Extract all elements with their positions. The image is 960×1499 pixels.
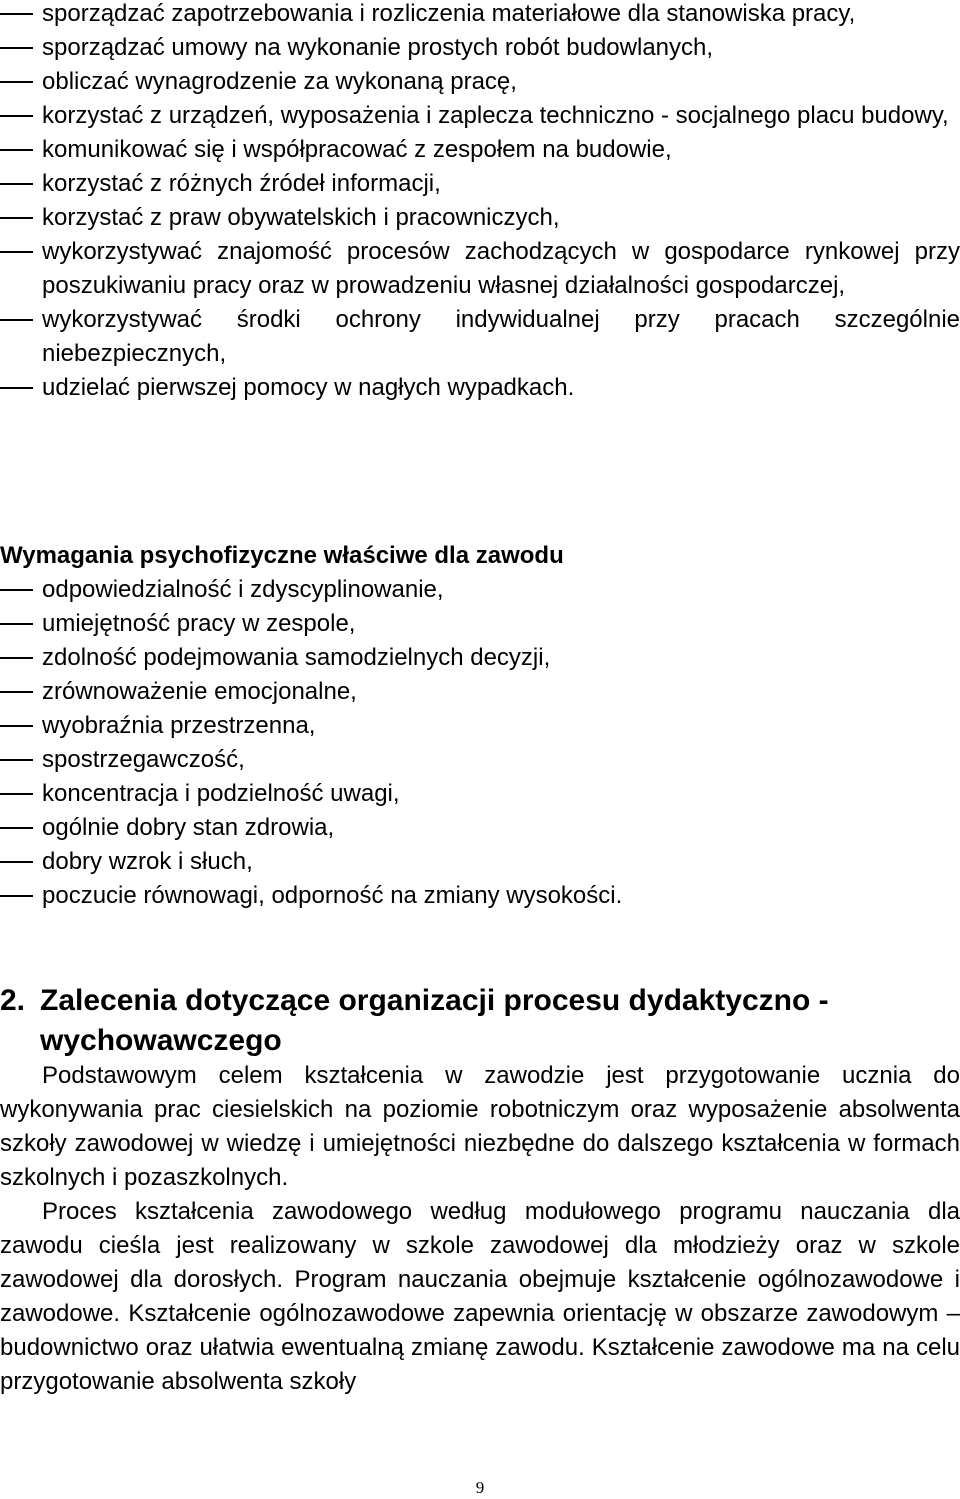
list-item-text: spostrzegawczość,: [42, 746, 245, 773]
list-item-text: zrównoważenie emocjonalne,: [42, 678, 357, 705]
list-item: [0, 99, 960, 133]
chapter-title-line2: wychowawczego: [40, 1024, 282, 1057]
dash-bullet: [0, 793, 33, 795]
dash-bullet: [0, 149, 33, 151]
list-item-text: sporządzać umowy na wykonanie prostych robót budowlanych,: [42, 34, 714, 61]
competencies-list: [0, 0, 960, 405]
body-paragraph-1: Podstawowym celem kształcenia w zawodzie jest przygotowanie ucznia do wykonywania prac ciesielskich na poziomie robotniczym oraz wyposażenie absolwenta szkoły zawodowej w wiedzę i umiejętności niezbędne do dalszego kształcenia w formach szkolnych i pozaszkolnych.: [0, 1062, 960, 1191]
list-item-text: poczucie równowagi, odporność na zmiany wysokości.: [42, 882, 623, 909]
list-item-text: odpowiedzialność i zdyscyplinowanie,: [42, 576, 444, 603]
list-item: [0, 709, 960, 743]
list-item: [0, 641, 960, 675]
list-item: [0, 607, 960, 641]
chapter-heading: [0, 981, 960, 1061]
list-item-text: dobry wzrok i słuch,: [42, 848, 253, 875]
body-text: [0, 1059, 960, 1399]
list-item-text: komunikować się i współpracować z zespołem na budowie,: [42, 136, 672, 163]
list-item: [0, 811, 960, 845]
list-item: [0, 235, 960, 303]
chapter-title-line1: Zalecenia dotyczące organizacji procesu dydaktyczno -: [40, 984, 829, 1017]
dash-bullet: [0, 13, 33, 15]
chapter-number: 2.: [0, 984, 26, 1017]
list-item-text: koncentracja i podzielność uwagi,: [42, 780, 400, 807]
list-item: [0, 31, 960, 65]
list-item: [0, 0, 960, 31]
psychophysical-heading: Wymagania psychofizyczne właściwe dla zawodu: [0, 542, 564, 569]
list-item: [0, 675, 960, 709]
list-item: [0, 133, 960, 167]
list-item-text: sporządzać zapotrzebowania i rozliczenia materiałowe dla stanowiska pracy,: [42, 0, 856, 27]
dash-bullet: [0, 81, 33, 83]
dash-bullet: [0, 623, 33, 625]
list-item-text: wykorzystywać środki ochrony indywidualnej przy pracach szczególnie niebezpiecznych,: [42, 306, 960, 367]
dash-bullet: [0, 319, 33, 321]
list-item: [0, 371, 960, 405]
dash-bullet: [0, 691, 33, 693]
list-item: [0, 573, 960, 607]
dash-bullet: [0, 657, 33, 659]
psychophysical-list: [0, 573, 960, 913]
list-item-text: obliczać wynagrodzenie za wykonaną pracę,: [42, 68, 517, 95]
dash-bullet: [0, 217, 33, 219]
dash-bullet: [0, 589, 33, 591]
dash-bullet: [0, 759, 33, 761]
list-item-text: korzystać z różnych źródeł informacji,: [42, 170, 441, 197]
dash-bullet: [0, 895, 33, 897]
list-item-text: wyobraźnia przestrzenna,: [42, 712, 316, 739]
list-item: [0, 845, 960, 879]
dash-bullet: [0, 47, 33, 49]
dash-bullet: [0, 251, 33, 253]
list-item: [0, 303, 960, 371]
list-item: [0, 777, 960, 811]
list-item-text: wykorzystywać znajomość procesów zachodzących w gospodarce rynkowej przy poszukiwaniu pracy oraz w prowadzeniu własnej działalności gospodarczej,: [42, 238, 960, 299]
body-paragraph-2: Proces kształcenia zawodowego według modułowego programu nauczania dla zawodu cieśla jest realizowany w szkole zawodowej dla młodzieży oraz w szkole zawodowej dla dorosłych. Program nauczania obejmuje kształcenie ogólnozawodowe i zawodowe. Kształcenie ogólnozawodowe zapewnia orientację w obszarze zawodowym – budownictwo oraz ułatwia ewentualną zmianę zawodu. Kształcenie zawodowe ma na celu przygotowanie absolwenta szkoły: [0, 1198, 960, 1395]
list-item: [0, 167, 960, 201]
list-item-text: udzielać pierwszej pomocy w nagłych wypadkach.: [42, 374, 575, 401]
dash-bullet: [0, 387, 33, 389]
dash-bullet: [0, 183, 33, 185]
list-item: [0, 743, 960, 777]
list-item: [0, 201, 960, 235]
dash-bullet: [0, 861, 33, 863]
dash-bullet: [0, 827, 33, 829]
list-item: [0, 879, 960, 913]
list-item-text: korzystać z praw obywatelskich i pracowniczych,: [42, 204, 560, 231]
list-item-text: ogólnie dobry stan zdrowia,: [42, 814, 335, 841]
list-item: [0, 65, 960, 99]
list-item-text: zdolność podejmowania samodzielnych decyzji,: [42, 644, 551, 671]
list-item-text: umiejętność pracy w zespole,: [42, 610, 356, 637]
list-item-text: korzystać z urządzeń, wyposażenia i zaplecza techniczno - socjalnego placu budowy,: [42, 102, 949, 129]
page-number: 9: [475, 1478, 485, 1497]
dash-bullet: [0, 115, 33, 117]
dash-bullet: [0, 725, 33, 727]
